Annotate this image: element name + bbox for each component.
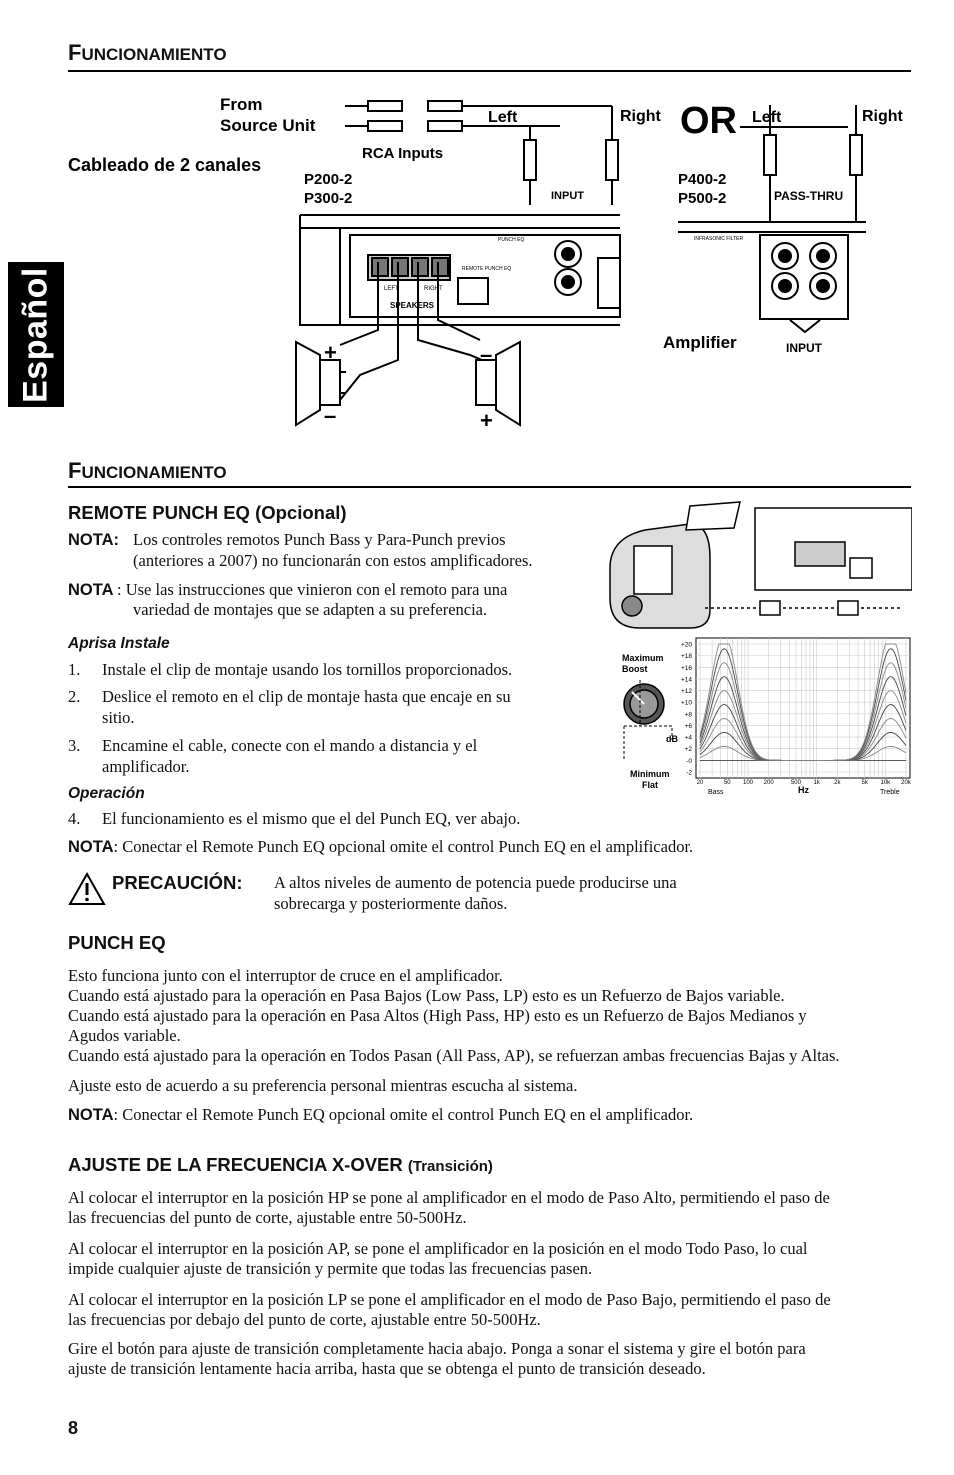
- nota1-line1: Los controles remotos Punch Bass y Para-Punch previos: [133, 530, 506, 549]
- precaucion-line1: A altos niveles de aumento de potencia puede producirse una: [274, 873, 677, 892]
- page-number: 8: [68, 1418, 79, 1438]
- x-tick-label: 100: [742, 780, 754, 786]
- right2-label: Right: [862, 108, 903, 125]
- max-boost-label-1: Maximum: [622, 653, 664, 663]
- db-axis-label: dB: [666, 734, 678, 744]
- y-tick-label: +6: [684, 722, 692, 730]
- input-label: INPUT: [551, 190, 584, 202]
- xover-p2b: impide cualquier ajuste de transición y permite que todas las frecuencias pasen.: [68, 1259, 593, 1278]
- max-boost-label-2: Boost: [622, 664, 648, 674]
- y-tick-label: +4: [684, 734, 692, 742]
- hz-label: Hz: [798, 785, 809, 795]
- heading-cap: F: [68, 458, 82, 483]
- spk-right-label: RIGHT: [424, 286, 443, 292]
- step-1-number: 1.: [68, 660, 81, 679]
- xover-heading: AJUSTE DE LA FRECUENCIA X-OVER (Transición): [68, 1154, 493, 1175]
- x-tick-label: 2k: [834, 780, 841, 786]
- heading-rest: UNCIONAMIENTO: [81, 45, 227, 64]
- treble-label: Treble: [880, 789, 900, 796]
- x-tick-label: 50: [723, 780, 731, 786]
- precaucion-label: PRECAUCIÓN:: [112, 872, 243, 893]
- from-label: From: [220, 95, 263, 114]
- eq-response-graph: [612, 630, 912, 800]
- amplifier-a: [300, 215, 620, 325]
- punch-p4: Cuando está ajustado para la operación en Todos Pasan (All Pass, AP), se refuerzan ambas frecuencias Bajas y Altas.: [68, 1046, 840, 1065]
- warning-icon: [68, 872, 106, 906]
- model-p500-label: P500-2: [678, 190, 727, 207]
- min-label-2: Flat: [642, 780, 659, 790]
- heading-cap: F: [68, 40, 82, 65]
- step-2-text: Deslice el remoto en el clip de montaje hasta que encaje en su: [102, 687, 511, 706]
- step-4-number: 4.: [68, 809, 81, 828]
- remote-punch-heading: REMOTE PUNCH EQ (Opcional): [68, 502, 347, 523]
- source-unit-label: Source Unit: [220, 116, 316, 135]
- punch-nota: NOTA: Conectar el Remote Punch EQ opcional omite el control Punch EQ en el amplificador.: [68, 1105, 694, 1124]
- aprisa-heading: Aprisa Instale: [68, 635, 170, 652]
- nota1-label: NOTA:: [68, 531, 120, 549]
- left-speaker: [296, 342, 346, 425]
- language-label: Español: [16, 266, 55, 403]
- y-tick-label: +18: [680, 653, 692, 661]
- nota2-label: NOTA: [68, 581, 114, 599]
- precaucion-line2: sobrecarga y posteriormente daños.: [274, 894, 508, 913]
- remote-punch-label: REMOTE PUNCH EQ: [462, 266, 512, 272]
- punch-p5: Ajuste esto de acuerdo a su preferencia personal mientras escucha al sistema.: [68, 1076, 578, 1095]
- step-4-text: El funcionamiento es el mismo que el del Punch EQ, ver abajo.: [102, 809, 521, 828]
- plus-right: +: [480, 408, 493, 433]
- x-tick-label: 20: [696, 780, 704, 786]
- section-heading-funcionamiento-2: [68, 458, 911, 488]
- plus-left: +: [324, 340, 337, 365]
- xover-p1a: Al colocar el interruptor en la posición HP se pone al amplificador en el modo de Paso Alto, permitiendo el paso de: [68, 1188, 830, 1207]
- step-3-number: 3.: [68, 736, 81, 755]
- y-tick-labels: [681, 642, 692, 777]
- pass-thru-label: PASS-THRU: [774, 189, 844, 203]
- y-tick-label: +16: [680, 664, 692, 672]
- model-p400-label: P400-2: [678, 171, 727, 188]
- xover-p4a: Gire el botón para ajuste de transición completamente hacia abajo. Ponga a sonar el sistema y gire el botón para: [68, 1339, 806, 1358]
- model-p200-label: P200-2: [304, 171, 353, 188]
- nota3: NOTA: Conectar el Remote Punch EQ opcional omite el control Punch EQ en el amplificador.: [68, 837, 694, 856]
- punch-eq-heading: PUNCH EQ: [68, 932, 166, 953]
- y-tick-label: +10: [680, 699, 692, 707]
- input2-label: INPUT: [786, 341, 822, 355]
- step-2-text-2: sitio.: [102, 708, 135, 727]
- y-tick-label: -2: [686, 769, 692, 777]
- operacion-heading: Operación: [68, 785, 145, 802]
- speakers-label: SPEAKERS: [390, 301, 435, 310]
- or-label: OR: [680, 100, 737, 142]
- step-1-text: Instale el clip de montaje usando los tornillos proporcionados.: [102, 660, 513, 679]
- x-tick-label: 500: [790, 780, 801, 786]
- infrasonic-label: INFRASONIC FILTER: [694, 236, 744, 242]
- nota2-line1: : Use las instrucciones que vinieron con el remoto para una: [117, 580, 508, 599]
- punch-eq-label: PUNCH EQ: [498, 237, 525, 243]
- left2-label: Left: [752, 109, 782, 126]
- bass-label: Bass: [708, 789, 724, 796]
- punch-p3a: Cuando está ajustado para la operación en Pasa Altos (High Pass, HP) esto es un Refuerzo de Bajos Medianos y: [68, 1006, 807, 1025]
- cableado-label: Cableado de 2 canales: [68, 155, 262, 175]
- model-p300-label: P300-2: [304, 190, 353, 207]
- min-label-1: Minimum: [630, 769, 670, 779]
- eq-knob: [624, 684, 664, 724]
- step-3-text: Encamine el cable, conecte con el mando a distancia y el: [102, 736, 478, 755]
- minus-right: –: [480, 342, 493, 367]
- y-tick-label: +2: [684, 746, 692, 754]
- x-tick-label: 10k: [880, 780, 891, 786]
- y-tick-label: +12: [680, 688, 692, 696]
- y-tick-label: -0: [686, 757, 692, 765]
- x-tick-label: 20k: [901, 780, 911, 786]
- xover-p1b: las frecuencias del punto de corte, ajustable entre 50-500Hz.: [68, 1208, 467, 1227]
- left-label: Left: [488, 109, 518, 126]
- spk-left-label: LEFT: [384, 286, 399, 292]
- xover-p2a: Al colocar el interruptor en la posición AP, se pone el amplificador en la posición en el modo Todo Paso, lo cual: [68, 1239, 808, 1258]
- punch-p2: Cuando está ajustado para la operación en Pasa Bajos (Low Pass, LP) esto es un Refuerzo de Bajos variable.: [68, 986, 785, 1005]
- x-tick-label: 200: [763, 780, 774, 786]
- rca-inputs-label: RCA Inputs: [362, 145, 444, 162]
- step-3-text-2: amplificador.: [102, 757, 190, 776]
- xover-p3a: Al colocar el interruptor en la posición LP se pone el amplificador en el modo de Paso Bajo, permitiendo el paso de: [68, 1290, 831, 1309]
- xover-p3b: las frecuencias por debajo del punto de corte, ajustable entre 50-500Hz.: [68, 1310, 541, 1329]
- x-tick-label: 5k: [861, 780, 868, 786]
- nota2-line2: variedad de montajes que se adapten a su preferencia.: [133, 600, 488, 619]
- right-label: Right: [620, 108, 661, 125]
- wiring-diagram: [0, 0, 954, 440]
- heading-rest: UNCIONAMIENTO: [81, 463, 227, 482]
- y-tick-label: +20: [680, 641, 692, 649]
- xover-p4b: ajuste de transición lentamente hacia arriba, hasta que se obtenga el punto de transición deseado.: [68, 1359, 706, 1378]
- remote-mount-illustration: [600, 498, 912, 638]
- y-tick-label: +8: [684, 711, 692, 719]
- punch-p3b: Agudos variable.: [68, 1026, 181, 1045]
- amplifier-label: Amplifier: [663, 333, 737, 352]
- step-2-number: 2.: [68, 687, 81, 706]
- x-tick-label: 1k: [813, 780, 820, 786]
- minus-left: –: [324, 403, 337, 428]
- y-tick-label: +14: [680, 676, 692, 684]
- nota1-line2: (anteriores a 2007) no funcionarán con estos amplificadores.: [133, 551, 533, 570]
- punch-p1: Esto funciona junto con el interruptor de cruce en el amplificador.: [68, 966, 503, 985]
